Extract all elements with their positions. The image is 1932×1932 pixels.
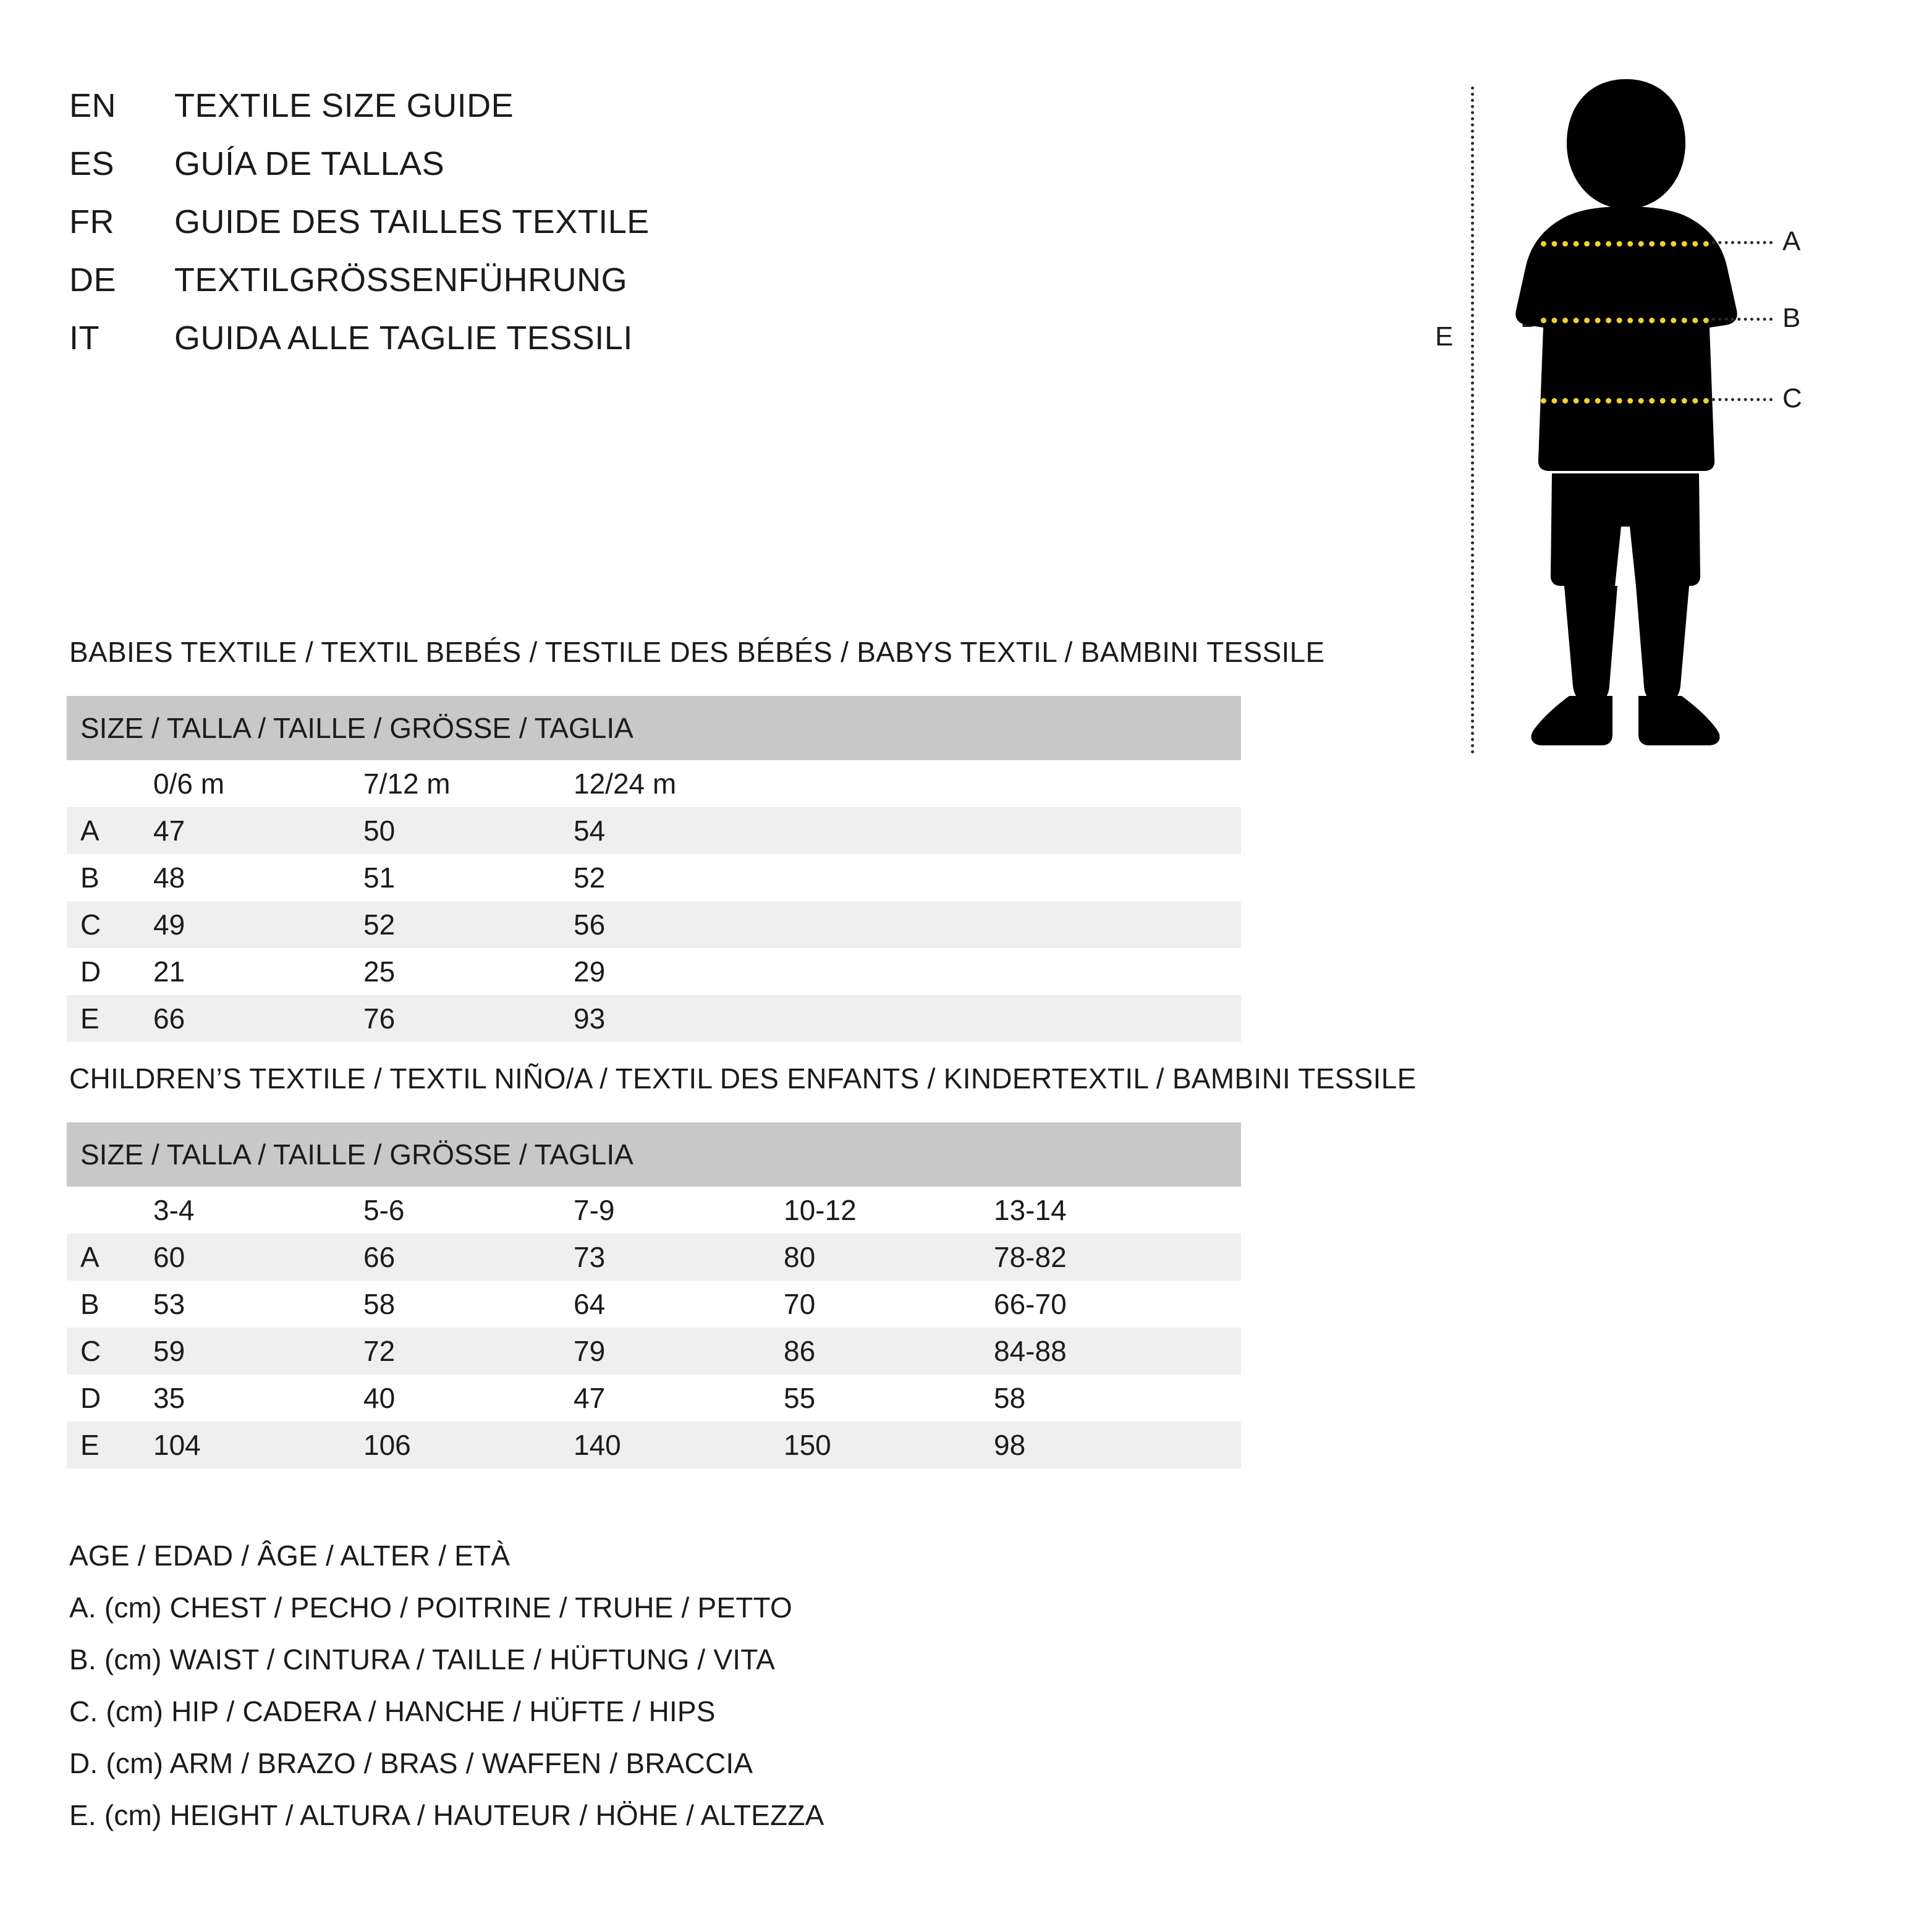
- babies-e-1: 76: [363, 995, 574, 1042]
- babies-col-2: 12/24 m: [574, 760, 1241, 807]
- babies-b-2: 52: [574, 854, 1241, 901]
- corner-cell: [67, 760, 153, 807]
- children-d-4: 58: [994, 1375, 1241, 1421]
- hip-leader-line-c: [1712, 398, 1773, 401]
- title-text-fr: GUIDE DES TAILLES TEXTILE: [174, 203, 650, 240]
- legend-line-c: C. (cm) HIP / CADERA / HANCHE / HÜFTE / HIPS: [69, 1695, 716, 1727]
- title-block: [69, 87, 650, 377]
- children-col-2: 7-9: [574, 1187, 784, 1234]
- title-row-fr: [69, 203, 650, 261]
- title-row-it: [69, 319, 650, 377]
- children-b-2: 64: [574, 1281, 784, 1328]
- table-row: [67, 948, 1241, 995]
- children-e-3: 150: [784, 1421, 994, 1468]
- height-guide-line-e: [1471, 87, 1474, 754]
- children-col-1: 5-6: [363, 1187, 574, 1234]
- children-c-0: 59: [153, 1328, 363, 1375]
- children-row-label-a: A: [67, 1234, 153, 1281]
- children-row-label-b: B: [67, 1281, 153, 1328]
- babies-b-1: 51: [363, 854, 574, 901]
- title-text-de: TEXTILGRÖSSENFÜHRUNG: [174, 261, 628, 299]
- children-e-0: 104: [153, 1421, 363, 1468]
- children-e-1: 106: [363, 1421, 574, 1468]
- title-lang-fr: FR: [69, 203, 114, 240]
- children-d-1: 40: [363, 1375, 574, 1421]
- title-row-en: [69, 87, 650, 145]
- measurement-figure: [1391, 74, 1860, 766]
- children-size-header: SIZE / TALLA / TAILLE / GRÖSSE / TAGLIA: [67, 1122, 1241, 1187]
- children-row-label-e: E: [67, 1421, 153, 1468]
- chest-guide-line-a: [1541, 241, 1709, 247]
- children-b-4: 66-70: [994, 1281, 1241, 1328]
- babies-row-label-c: C: [67, 901, 153, 948]
- figure-label-c: C: [1782, 383, 1802, 413]
- title-lang-en: EN: [69, 87, 117, 124]
- title-text-it: GUIDA ALLE TAGLIE TESSILI: [174, 320, 633, 357]
- children-d-0: 35: [153, 1375, 363, 1421]
- legend-line-age: AGE / EDAD / ÂGE / ALTER / ETÀ: [69, 1540, 511, 1572]
- babies-col-0: 0/6 m: [153, 760, 363, 807]
- babies-b-0: 48: [153, 854, 363, 901]
- table-row: [67, 1375, 1241, 1421]
- measurement-legend: [69, 1539, 824, 1850]
- children-col-0: 3-4: [153, 1187, 363, 1234]
- title-lang-it: IT: [69, 320, 100, 357]
- legend-line-e: E. (cm) HEIGHT / ALTURA / HAUTEUR / HÖHE / ALTEZZA: [69, 1799, 824, 1831]
- babies-row-label-a: A: [67, 807, 153, 854]
- children-c-4: 84-88: [994, 1328, 1241, 1375]
- table-header-row: [67, 1122, 1241, 1187]
- children-a-1: 66: [363, 1234, 574, 1281]
- figure-label-e: E: [1435, 321, 1454, 352]
- table-row: [67, 854, 1241, 901]
- legend-line-d: D. (cm) ARM / BRAZO / BRAS / WAFFEN / BRACCIA: [69, 1747, 753, 1779]
- babies-row-label-b: B: [67, 854, 153, 901]
- table-row: [67, 995, 1241, 1042]
- children-b-0: 53: [153, 1281, 363, 1328]
- children-row-label-c: C: [67, 1328, 153, 1375]
- babies-a-2: 54: [574, 807, 1241, 854]
- title-lang-es: ES: [69, 145, 115, 182]
- babies-d-0: 21: [153, 948, 363, 995]
- table-row: [67, 1421, 1241, 1468]
- children-e-2: 140: [574, 1421, 784, 1468]
- children-c-2: 79: [574, 1328, 784, 1375]
- table-column-row: [67, 1187, 1241, 1234]
- babies-row-label-e: E: [67, 995, 153, 1042]
- babies-c-1: 52: [363, 901, 574, 948]
- children-b-1: 58: [363, 1281, 574, 1328]
- babies-a-1: 50: [363, 807, 574, 854]
- children-d-3: 55: [784, 1375, 994, 1421]
- babies-size-table: [67, 696, 1241, 1042]
- children-a-4: 78-82: [994, 1234, 1241, 1281]
- babies-row-label-d: D: [67, 948, 153, 995]
- babies-e-0: 66: [153, 995, 363, 1042]
- figure-label-a: A: [1782, 226, 1801, 256]
- children-a-3: 80: [784, 1234, 994, 1281]
- child-silhouette-icon: [1505, 74, 1746, 754]
- title-row-es: [69, 145, 650, 203]
- title-lang-de: DE: [69, 261, 117, 299]
- children-d-2: 47: [574, 1375, 784, 1421]
- babies-c-2: 56: [574, 901, 1241, 948]
- children-section-heading: CHILDREN’S TEXTILE / TEXTIL NIÑO/A / TEXTIL DES ENFANTS / KINDERTEXTIL / BAMBINI TESSILE: [69, 1062, 1417, 1095]
- babies-d-2: 29: [574, 948, 1241, 995]
- babies-section-heading: BABIES TEXTILE / TEXTIL BEBÉS / TESTILE DES BÉBÉS / BABYS TEXTIL / BAMBINI TESSILE: [69, 636, 1325, 668]
- babies-size-header: SIZE / TALLA / TAILLE / GRÖSSE / TAGLIA: [67, 696, 1241, 760]
- children-c-1: 72: [363, 1328, 574, 1375]
- babies-e-2: 93: [574, 995, 1241, 1042]
- children-col-3: 10-12: [784, 1187, 994, 1234]
- table-row: [67, 1281, 1241, 1328]
- children-e-4: 98: [994, 1421, 1241, 1468]
- table-header-row: [67, 696, 1241, 760]
- title-text-es: GUÍA DE TALLAS: [174, 145, 445, 182]
- children-b-3: 70: [784, 1281, 994, 1328]
- title-row-de: [69, 261, 650, 319]
- babies-a-0: 47: [153, 807, 363, 854]
- hip-guide-line-c: [1541, 398, 1709, 404]
- legend-line-b: B. (cm) WAIST / CINTURA / TAILLE / HÜFTUNG / VITA: [69, 1643, 776, 1676]
- children-size-table: [67, 1122, 1241, 1468]
- table-row: [67, 901, 1241, 948]
- children-a-2: 73: [574, 1234, 784, 1281]
- children-row-label-d: D: [67, 1375, 153, 1421]
- table-row: [67, 1328, 1241, 1375]
- chest-leader-line-a: [1712, 241, 1773, 244]
- figure-label-b: B: [1782, 303, 1801, 333]
- table-column-row: [67, 760, 1241, 807]
- babies-col-1: 7/12 m: [363, 760, 574, 807]
- table-row: [67, 807, 1241, 854]
- children-a-0: 60: [153, 1234, 363, 1281]
- waist-guide-line-b: [1541, 318, 1709, 323]
- legend-line-a: A. (cm) CHEST / PECHO / POITRINE / TRUHE / PETTO: [69, 1591, 792, 1624]
- children-c-3: 86: [784, 1328, 994, 1375]
- children-col-4: 13-14: [994, 1187, 1241, 1234]
- title-text-en: TEXTILE SIZE GUIDE: [174, 87, 514, 124]
- babies-d-1: 25: [363, 948, 574, 995]
- babies-c-0: 49: [153, 901, 363, 948]
- waist-leader-line-b: [1712, 318, 1773, 321]
- table-row: [67, 1234, 1241, 1281]
- corner-cell: [67, 1187, 153, 1234]
